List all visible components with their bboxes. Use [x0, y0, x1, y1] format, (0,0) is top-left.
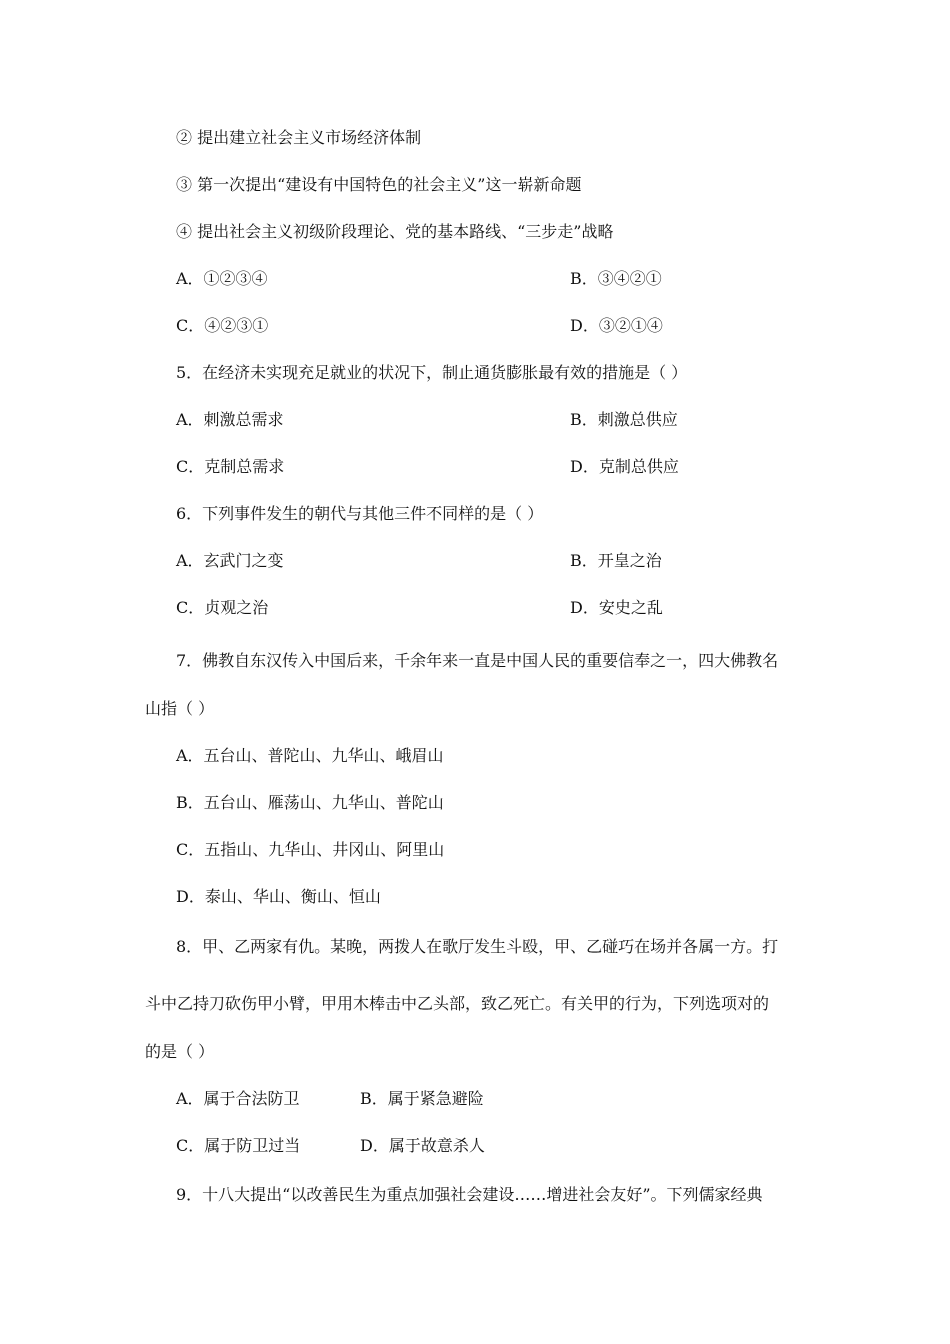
q4-option-d: D．③②①④ [570, 316, 663, 335]
q4-item-3: ③ 第一次提出“建设有中国特色的社会主义”这一崭新命题 [176, 175, 582, 194]
q6-option-a: A．玄武门之变 [176, 551, 284, 570]
q4-option-a: A．①②③④ [176, 269, 268, 288]
q4-item-4: ④ 提出社会主义初级阶段理论、党的基本路线、“三步走”战略 [176, 222, 614, 241]
q8-option-c: C．属于防卫过当 [176, 1136, 301, 1155]
q6-stem: 6．下列事件发生的朝代与其他三件不同样的是（ ） [176, 504, 544, 523]
q8-option-a: A．属于合法防卫 [176, 1089, 300, 1108]
q4-item-2: ② 提出建立社会主义市场经济体制 [176, 128, 422, 147]
q7-option-c: C．五指山、九华山、井冈山、阿里山 [176, 840, 445, 859]
q6-option-b: B．开皇之治 [570, 551, 662, 570]
q8-stem-line3: 的是（ ） [145, 1042, 215, 1061]
q8-option-d: D．属于故意杀人 [360, 1136, 485, 1155]
q6-option-d: D．安史之乱 [570, 598, 663, 617]
q4-option-c: C．④②③① [176, 316, 269, 335]
q7-stem-line2: 山指（ ） [145, 699, 215, 718]
q8-stem-line2: 斗中乙持刀砍伤甲小臂，甲用木棒击中乙头部，致乙死亡。有关甲的行为，下列选项对的 [145, 994, 770, 1013]
q8-option-b: B．属于紧急避险 [360, 1089, 484, 1108]
q5-option-d: D．克制总供应 [570, 457, 679, 476]
q7-stem-line1: 7．佛教自东汉传入中国后来，千余年来一直是中国人民的重要信奉之一，四大佛教名 [176, 651, 779, 670]
q5-option-b: B．刺激总供应 [570, 410, 678, 429]
q6-option-c: C．贞观之治 [176, 598, 269, 617]
q7-option-a: A．五台山、普陀山、九华山、峨眉山 [176, 746, 444, 765]
q5-option-a: A．刺激总需求 [176, 410, 284, 429]
q7-option-d: D．泰山、华山、衡山、恒山 [176, 887, 381, 906]
q9-stem-line1: 9．十八大提出“以改善民生为重点加强社会建设……增进社会友好”。下列儒家经典 [176, 1185, 763, 1204]
q8-stem-line1: 8．甲、乙两家有仇。某晚，两拨人在歌厅发生斗殴，甲、乙碰巧在场并各属一方。打 [176, 937, 779, 956]
q5-stem: 5．在经济未实现充足就业的状况下，制止通货膨胀最有效的措施是（ ） [176, 363, 688, 382]
q7-option-b: B．五台山、雁荡山、九华山、普陀山 [176, 793, 444, 812]
q4-option-b: B．③④②① [570, 269, 662, 288]
q5-option-c: C．克制总需求 [176, 457, 285, 476]
